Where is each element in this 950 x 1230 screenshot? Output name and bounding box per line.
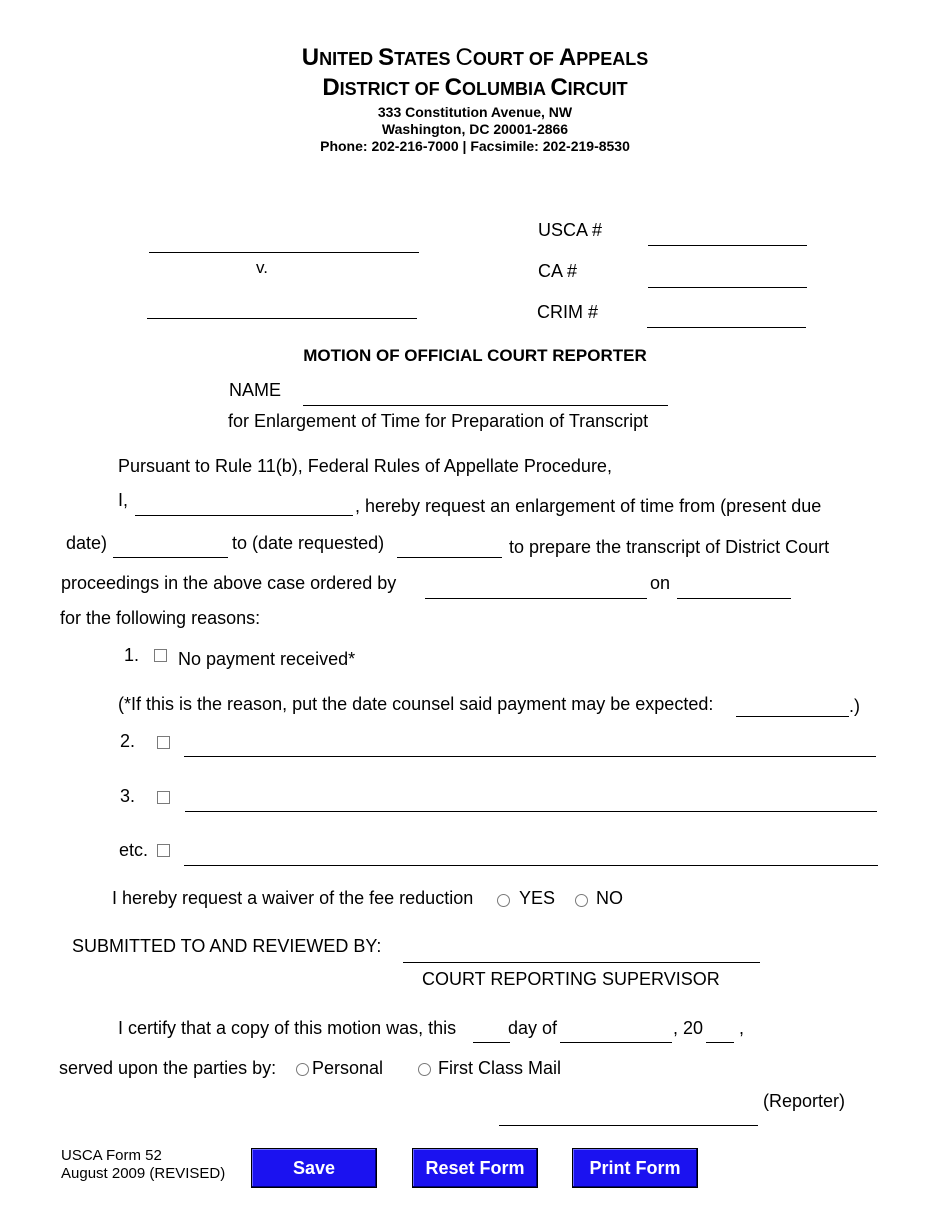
reporter-signature-input[interactable] [499, 1105, 758, 1126]
waiver-yes-radio[interactable] [497, 894, 510, 907]
appellee-party-input[interactable] [147, 298, 417, 319]
date-requested-label: to (date requested) [232, 533, 385, 553]
court-title-part: U [301, 44, 320, 71]
court-title-part: S [378, 44, 395, 71]
waiver-yes-label: YES [519, 888, 556, 908]
waiver-no-radio[interactable] [575, 894, 588, 907]
reason-1-number: 1. [124, 645, 140, 665]
proceedings-text: proceedings in the above case ordered by [61, 573, 397, 593]
service-month-input[interactable] [560, 1022, 672, 1043]
reset-form-button[interactable]: Reset Form [412, 1148, 538, 1188]
service-day-input[interactable] [473, 1022, 510, 1043]
date-label: date) [66, 533, 108, 553]
crim-number-label: CRIM # [537, 302, 599, 322]
on-label: on [650, 573, 671, 593]
reason-etc-input[interactable] [184, 845, 878, 866]
reporter-caption: (Reporter) [763, 1091, 846, 1111]
ca-number-input[interactable] [648, 267, 807, 288]
service-personal-label: Personal [312, 1058, 384, 1078]
i-label: I, [118, 490, 129, 510]
reason-2-input[interactable] [184, 736, 876, 757]
court-title-part: TATES [394, 49, 456, 69]
service-mail-radio[interactable] [418, 1063, 431, 1076]
reason-etc-label: etc. [119, 840, 149, 860]
court-title-part: C [550, 74, 568, 101]
crim-number-input[interactable] [647, 307, 806, 328]
court-title-part: PPEALS [576, 49, 649, 69]
court-title-part: NITED [319, 49, 379, 69]
reason-2-number: 2. [120, 731, 136, 751]
court-title-part: OURT OF [472, 49, 559, 69]
court-phone-fax: Phone: 202-216-7000 | Facsimile: 202-219-8530 [320, 138, 630, 154]
reason-etc-checkbox[interactable] [157, 844, 170, 857]
court-title-part: ISTRICT OF [339, 79, 445, 99]
reason-1-checkbox[interactable] [154, 649, 167, 662]
court-address-city: Washington, DC 20001-2866 [381, 121, 569, 137]
hereby-request-text: , hereby request an enlargement of time from (present due [355, 496, 822, 516]
following-reasons-text: for the following reasons: [60, 608, 261, 628]
pursuant-text: Pursuant to Rule 11(b), Federal Rules of Appellate Procedure, [118, 456, 612, 476]
certify-comma: , [739, 1018, 745, 1038]
reason-2-checkbox[interactable] [157, 736, 170, 749]
waiver-label: I hereby request a waiver of the fee reduction [112, 888, 474, 908]
certify-text: I certify that a copy of this motion was, this [118, 1018, 457, 1038]
court-title-part: IRCUIT [567, 79, 628, 99]
reason-1-label: No payment received* [178, 649, 356, 669]
court-address-street: 333 Constitution Avenue, NW [377, 104, 573, 120]
court-title-part: D [322, 74, 340, 101]
court-title-line1 [0, 44, 950, 72]
motion-title: MOTION OF OFFICIAL COURT REPORTER [303, 346, 647, 365]
form-number: USCA Form 52 [61, 1147, 162, 1164]
court-title-part: C [455, 44, 473, 71]
motion-subtitle: for Enlargement of Time for Preparation of Transcript [228, 411, 649, 431]
payment-expected-date-input[interactable] [736, 696, 849, 717]
court-title-part: A [558, 44, 577, 71]
court-title-line2 [0, 74, 950, 102]
appellant-party-input[interactable] [149, 232, 419, 253]
payment-note-text: (*If this is the reason, put the date counsel said payment may be expected: [118, 694, 714, 714]
ordered-on-date-input[interactable] [677, 578, 791, 599]
reason-3-input[interactable] [185, 791, 877, 812]
service-personal-radio[interactable] [296, 1063, 309, 1076]
usca-number-input[interactable] [648, 225, 807, 246]
reporter-self-name-input[interactable] [135, 495, 353, 516]
form-revision-date: August 2009 (REVISED) [61, 1165, 226, 1182]
court-title-part: C [444, 74, 462, 101]
supervisor-caption: COURT REPORTING SUPERVISOR [422, 969, 720, 989]
served-by-label: served upon the parties by: [59, 1058, 277, 1078]
payment-note-end: .) [849, 696, 860, 716]
service-year-input[interactable] [706, 1022, 734, 1043]
prepare-transcript-text: to prepare the transcript of District Court [509, 537, 830, 557]
present-due-date-input[interactable] [113, 537, 228, 558]
reason-3-checkbox[interactable] [157, 791, 170, 804]
submitted-reviewed-label: SUBMITTED TO AND REVIEWED BY: [72, 936, 382, 956]
ca-number-label: CA # [538, 261, 578, 281]
reason-3-number: 3. [120, 786, 136, 806]
service-mail-label: First Class Mail [438, 1058, 562, 1078]
court-title-part: OLUMBIA [462, 79, 551, 99]
versus-label: v. [256, 258, 268, 277]
supervisor-signature-input[interactable] [403, 942, 760, 963]
day-of-label: day of [508, 1018, 558, 1038]
usca-number-label: USCA # [538, 220, 603, 240]
reporter-name-input[interactable] [303, 385, 668, 406]
ordered-by-input[interactable] [425, 578, 647, 599]
waiver-no-label: NO [596, 888, 623, 908]
print-form-button[interactable]: Print Form [572, 1148, 698, 1188]
reporter-name-label: NAME [229, 380, 282, 400]
year-prefix: , 20 [673, 1018, 704, 1038]
requested-date-input[interactable] [397, 537, 502, 558]
save-button[interactable]: Save [251, 1148, 377, 1188]
